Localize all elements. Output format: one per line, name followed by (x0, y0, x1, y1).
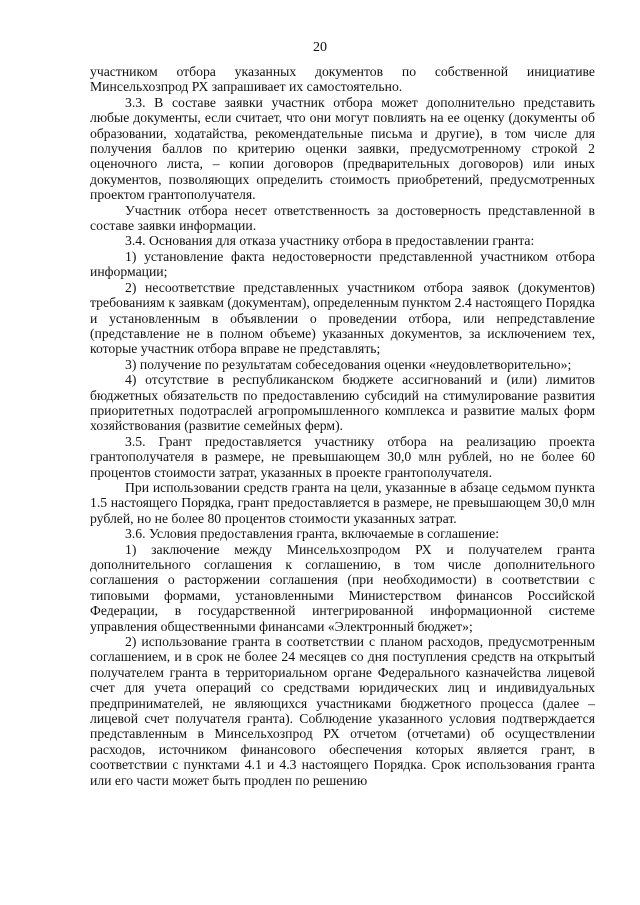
paragraph-3-3: 3.3. В составе заявки участник отбора может дополнительно представить любые документы, если считает, что они могут повлиять на ее оценку (документы об образовании, ходатайства, рекомендательные письма и другие), в том числе для получения баллов по критерию оценки заявки, предусмотренному строкой 2 оценочного листа, – копии договоров (предварительных договоров) или иных документов, позволяющих определить стоимость приобретений, предусмотренных проектом грантополучателя. (90, 94, 595, 203)
paragraph-3-4-item-3: 3) получение по результатам собеседования оценки «неудовлетворительно»; (125, 356, 572, 372)
paragraph-3-4-item-4: 4) отсутствие в республиканском бюджете ассигнований и (или) лимитов бюджетных обязательств по предоставлению субсидий на стимулирование развития приоритетных подотраслей агропромышленного комплекса и развитие малых форм хозяйствования (развитие семейных ферм). (90, 372, 595, 434)
paragraph-responsibility: Участник отбора несет ответственность за достоверность представленной в составе заявки информации. (90, 202, 595, 234)
paragraph-3-6: 3.6. Условия предоставления гранта, включаемые в соглашение: (125, 526, 500, 542)
paragraph-3-6-item-1: 1) заключение между Минсельхозпродом РХ и получателем гранта дополнительного соглашения к соглашению, в том числе дополнительного соглашения о расторжении соглашения (при необходимости) в соответствии с типовыми формами, установленными Министерством финансов Российской Федерации, в государственной интегрированной информационной системе управления общественными финансами «Электронный бюджет»; (90, 541, 595, 634)
paragraph-3-4: 3.4. Основания для отказа участнику отбора в предоставлении гранта: (125, 233, 535, 249)
paragraph-3-5-addendum: При использовании средств гранта на цели, указанные в абзаце седьмом пункта 1.5 настоящего Порядка, грант предоставляется в размере, не превышающем 30,0 млн рублей, но не более 80 процентов стоимости указанных затрат. (90, 479, 595, 526)
paragraph-3-6-item-2: 2) использование гранта в соответствии с планом расходов, предусмотренным соглашением, и в срок не более 24 месяцев со дня поступления средств на открытый получателем гранта в территориальном органе Федерального казначейства лицевой счет для учета операций со средствами юридических лиц и индивидуальных предпринимателей, не являющихся участниками бюджетного процесса (далее – лицевой счет получателя гранта). Соблюдение указанного условия подтверждается представленным в Минсельхозпрод РХ отчетом (отчетами) об осуществлении расходов, источником финансового обеспечения которых является грант, в соответствии с пунктами 4.1 и 4.3 настоящего Порядка. Срок использования гранта или его части может быть продлен по решению (90, 634, 595, 788)
paragraph-continuation: участником отбора указанных документов по собственной инициативе Минсельхозпрод РХ запрашивает их самостоятельно. (90, 64, 595, 95)
paragraph-3-5: 3.5. Грант предоставляется участнику отбора на реализацию проекта грантополучателя в размере, не превышающем 30,0 млн рублей, но не более 60 процентов стоимости затрат, указанных в проекте грантополучателя. (90, 433, 595, 480)
page-number: 20 (313, 40, 327, 55)
document-body (90, 64, 595, 788)
paragraph-3-4-item-1: 1) установление факта недостоверности представленной участником отбора информации; (90, 248, 595, 280)
paragraph-3-4-item-2: 2) несоответствие представленных участником отбора заявок (документов) требованиям к заявкам (документам), определенным пунктом 2.4 настоящего Порядка и установленным в объявлении о проведении отбора, или непредставление (представление не в полном объеме) указанных документов, за исключением тех, которые участник отбора вправе не представлять; (90, 279, 595, 357)
